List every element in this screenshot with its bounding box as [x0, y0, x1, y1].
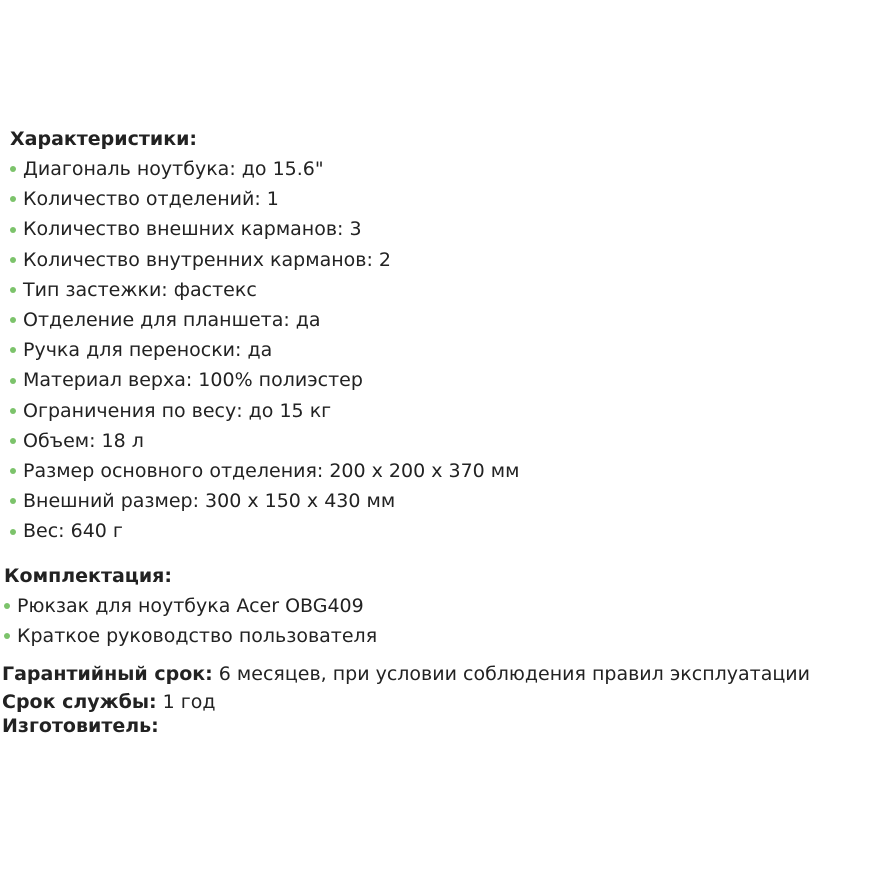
- spec-item: [10, 335, 880, 365]
- spec-item: [10, 365, 880, 395]
- spec-item-text: Объем: 18 л: [23, 429, 144, 452]
- spec-item-text: Количество внутренних карманов: 2: [23, 248, 391, 271]
- specs-section: [0, 124, 880, 547]
- spec-item: [10, 154, 880, 184]
- kit-section: [0, 561, 874, 651]
- bullet-icon: [10, 498, 16, 504]
- spec-item-text: Тип застежки: фастекс: [23, 278, 257, 301]
- spec-item-text: Количество внешних карманов: 3: [23, 218, 362, 241]
- bullet-icon: [4, 603, 10, 609]
- specs-list: [10, 154, 880, 547]
- bullet-icon: [10, 227, 16, 233]
- spec-item: [10, 396, 880, 426]
- spec-item: [10, 214, 880, 244]
- bullet-icon: [10, 438, 16, 444]
- bullet-icon: [10, 317, 16, 323]
- spec-item: [10, 426, 880, 456]
- spec-item: [10, 486, 880, 516]
- spec-item-text: Диагональ ноутбука: до 15.6": [23, 158, 324, 180]
- bullet-icon: [10, 166, 16, 172]
- spec-item-text: Размер основного отделения: 200 x 200 x 370 мм: [23, 460, 520, 483]
- kit-item-text: Краткое руководство пользователя: [17, 625, 378, 648]
- spec-item: [10, 305, 880, 335]
- bullet-icon: [10, 408, 16, 414]
- spec-item: [10, 275, 880, 305]
- bullet-icon: [10, 196, 16, 202]
- spec-item-text: Ручка для переноски: да: [23, 339, 273, 362]
- spec-item: [10, 516, 880, 546]
- spec-item-text: Вес: 640 г: [23, 520, 123, 543]
- manufacturer-heading: Изготовитель:: [2, 715, 159, 737]
- warranty-value: 6 месяцев, при условии соблюдения правил эксплуатации: [212, 663, 810, 685]
- spec-item-text: Отделение для планшета: да: [23, 309, 321, 332]
- spec-item: [10, 184, 880, 214]
- spec-item-text: Материал верха: 100% полиэстер: [23, 369, 363, 392]
- spec-item-text: Количество отделений: 1: [23, 188, 279, 211]
- bullet-icon: [10, 468, 16, 474]
- spec-item: [10, 456, 880, 486]
- kit-heading: Комплектация:: [4, 565, 172, 587]
- cut-off-heading: [2, 715, 159, 740]
- service-life-label: Срок службы:: [2, 691, 157, 713]
- kit-item: [4, 591, 874, 621]
- bullet-icon: [4, 633, 10, 639]
- bullet-icon: [10, 378, 16, 384]
- kit-item: [4, 621, 874, 651]
- specs-heading: Характеристики:: [10, 128, 197, 150]
- service-life-value: 1 год: [156, 691, 216, 713]
- kit-list: [4, 591, 874, 651]
- bullet-icon: [10, 257, 16, 263]
- spec-item: [10, 245, 880, 275]
- kit-item-text: Рюкзак для ноутбука Acer OBG409: [17, 595, 364, 617]
- bullet-icon: [10, 347, 16, 353]
- warranty-label: Гарантийный срок:: [2, 663, 213, 685]
- spec-item-text: Ограничения по весу: до 15 кг: [23, 399, 332, 422]
- bullet-icon: [10, 529, 16, 535]
- bullet-icon: [10, 287, 16, 293]
- spec-item-text: Внешний размер: 300 x 150 x 430 мм: [23, 490, 396, 513]
- terms-section: [0, 660, 872, 716]
- warranty-line: [2, 660, 872, 688]
